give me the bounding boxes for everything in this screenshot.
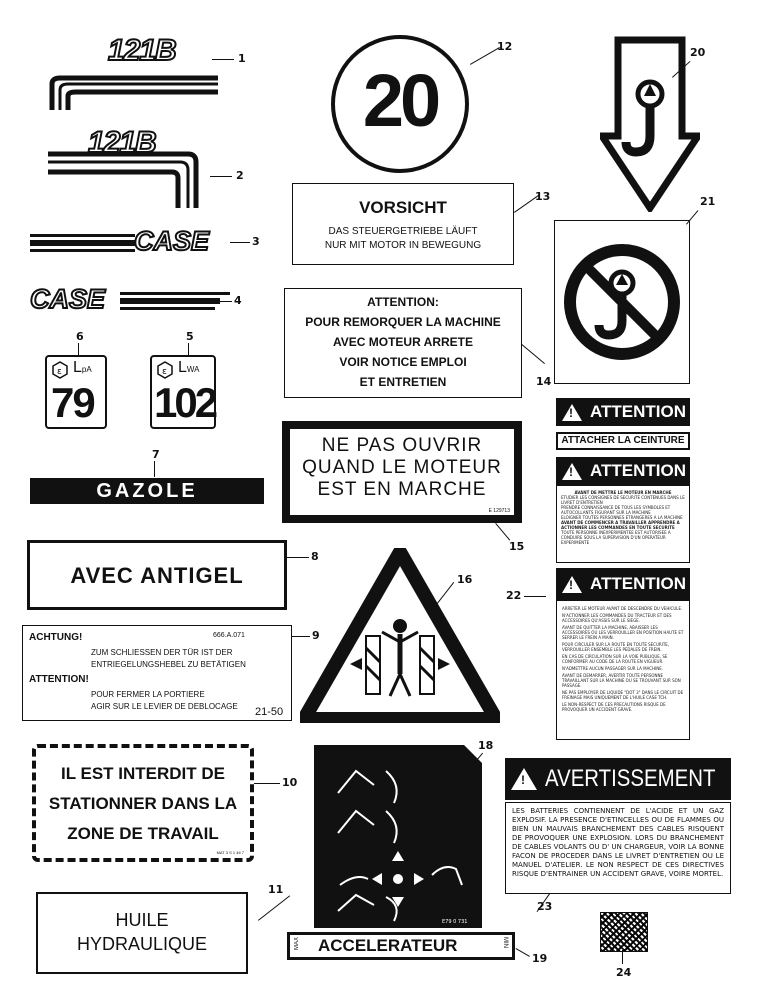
lpa-label: L: [73, 359, 82, 376]
text-line: AVANT DE COMMENCER A TRAVAILLER APPRENDRE A ACTIONNER LES COMMANDES EN TOUTE SECURITE: [561, 520, 680, 530]
lpa-sub: pA: [81, 365, 92, 374]
warning-triangle-icon: !: [562, 404, 582, 421]
text-line: ATTENTION:: [367, 295, 439, 309]
callout-2: 2: [236, 169, 244, 182]
model-label: 121B: [88, 126, 156, 159]
attention-title: ATTENTION: [590, 461, 687, 480]
footer-code: 21-50: [255, 706, 284, 718]
attention-banner-2: [556, 457, 690, 485]
lwa-value: 102: [154, 379, 216, 426]
seatbelt-text: ATTACHER LA CEINTURE: [561, 435, 685, 446]
callout-13: 13: [535, 190, 551, 203]
part-code: E 129713: [488, 508, 510, 514]
callout-11: 11: [268, 883, 284, 896]
no-lift-label: [554, 220, 690, 384]
attention-banner-1: [556, 398, 690, 426]
speed-limit-sign: [330, 34, 470, 174]
lwa-sub: WA: [186, 365, 200, 374]
inner-panel: [290, 935, 512, 957]
controls-icon: [314, 745, 482, 928]
text-line: NE PAS OUVRIR: [321, 435, 483, 456]
callout-9: 9: [312, 629, 320, 642]
lpa-value: 79: [51, 379, 94, 426]
inner-panel: [290, 429, 514, 515]
part-code: 666.A.071: [213, 632, 245, 639]
decal-121b-top: [48, 34, 238, 112]
vorsicht-label: [292, 183, 514, 265]
achtung-text: ACHTUNG!: [29, 632, 83, 643]
model-label: 121B: [108, 34, 176, 67]
accelerateur-text: ACCELERATEUR: [318, 936, 458, 955]
text-line: HYDRAULIQUE: [76, 934, 208, 954]
part-code: MAT 3 S 1 46 7: [216, 850, 244, 855]
avertissement-title: AVERTISSEMENT: [545, 765, 716, 792]
callout-20: 20: [690, 46, 706, 59]
svg-text:ε: ε: [57, 367, 62, 377]
accelerateur-label: [287, 932, 515, 960]
callout-22: 22: [506, 589, 522, 602]
title: VORSICHT: [359, 198, 447, 217]
text-line: TOUTE PERSONNE INEXPERIMENTEE EST AUTORISEE A CONDUIRE SOUS LA SUPERVISION D'UN OPERATEUR EXPERIMENTE: [561, 530, 671, 545]
callout-7: 7: [152, 448, 160, 461]
decal-121b-bottom: [48, 128, 218, 212]
text-line: ARRETER LE MOTEUR AVANT DE DESCENDRE DU VEHICULE.: [562, 606, 683, 611]
max-label: MAX: [294, 937, 300, 951]
callout-1: 1: [238, 52, 246, 65]
battery-warning-text: [505, 802, 731, 894]
text-line: EST EN MARCHE: [317, 479, 487, 500]
attention-text: ATTENTION!: [29, 674, 89, 685]
text-line: AVANT DE QUITTER LA MACHINE, ABAISSER LES ACCESSOIRES OU LES VERROUILLER EN POSITION HAUTE ET SERRER LE FREIN A MAIN.: [562, 625, 684, 640]
callout-8: 8: [311, 550, 319, 563]
text-line: N'ACTIONNER LES COMMANDES DU TRACTEUR ET DES ACCESSOIRES QU'ASSIS SUR LE SIEGE.: [562, 613, 672, 623]
text-line: ETUDIER LES CONSIGNES DE SECURITE CONTENUES DANS LE LIVRET D'ENTRETIEN: [561, 495, 685, 505]
ear-icon: [51, 361, 69, 379]
lwa-label: L: [178, 359, 187, 376]
text-line: ZONE DE TRAVAIL: [67, 824, 219, 843]
text-line: POUR FERMER LA PORTIERE: [91, 690, 205, 699]
callout-4: 4: [234, 294, 242, 307]
attention-title: ATTENTION: [590, 574, 687, 593]
text-line: N'ADMETTRE AUCUN PASSAGER SUR LA MACHINE.: [562, 666, 664, 671]
text-line: AVANT DE METTRE LE MOTEUR EN MARCHE: [574, 490, 672, 495]
callout-19: 19: [532, 952, 548, 965]
callout-16: 16: [457, 573, 473, 586]
callout-3: 3: [252, 235, 260, 248]
text-line: AVEC MOTEUR ARRETE: [332, 335, 473, 349]
attention-text-block-3: [556, 600, 690, 740]
text-line: PRENDRE CONNAISSANCE DE TOUS LES SYMBOLES ET AUTOCOLLANTS FIGURANT SUR LA MACHINE: [561, 505, 671, 515]
antigel-label: [27, 540, 287, 610]
callout-24: 24: [616, 966, 632, 979]
avertissement-banner: [505, 758, 731, 800]
battery-warning-body: LES BATTERIES CONTIENNENT DE L'ACIDE ET UN GAZ EXPLOSIF. LA PRESENCE D'ETINCELLES OU DE FLAMMES OU BIEN UN MAUVAIS BRANCHEMENT DES CABLES RISQUENT DE PROVOQUER UNE EXPLOSION. LORS DU BRANCHEMENT DE CABLES VOLANTS OU D' UN CHARGEUR, VOIR LA BONNE FACON DE PROCEDER DANS LE LIVRET D'ENTRETIEN OU LE MANUEL D'ATELIER. LE NON RESPECT DE CES DIRECTIVES RISQUE D'ENTRAINER UN ACCIDENT GRAVE, VOIRE MORTEL.: [512, 807, 724, 878]
callout-14: 14: [536, 375, 552, 388]
text-line: POUR CIRCULER SUR LA ROUTE EN TOUTE SECURITE, VERROUILLER ENSEMBLE LES PEDALES DE FREIN.: [562, 642, 670, 652]
remorquer-label: [284, 288, 522, 398]
attention-text-block-2: [556, 485, 690, 563]
callout-6: 6: [76, 330, 84, 343]
callout-18: 18: [478, 739, 494, 752]
text-line: DAS STEUERGETRIEBE LÄUFT: [328, 226, 478, 237]
text-line: IL EST INTERDIT DE: [60, 764, 226, 783]
text-line: NUR MIT MOTOR IN BEWEGUNG: [324, 240, 482, 251]
text-line: STATIONNER DANS LA: [48, 794, 238, 813]
text-line: ET ENTRETIEN: [359, 375, 447, 389]
speed-value: 20: [362, 59, 438, 142]
callout-23: 23: [537, 900, 553, 913]
interdit-label: [32, 744, 254, 862]
text-line: AGIR SUR LE LEVIER DE DEBLOCAGE: [91, 702, 238, 711]
lift-point-arrow: [600, 36, 700, 212]
text-line: EN CAS DE CIRCULATION SUR LA VOIE PUBLIQUE, SE CONFORMER AU CODE DE LA ROUTE EN VIGUEUR.: [562, 654, 668, 664]
text-line: ELOIGNER TOUTES PERSONNES ETRANGERES A LA MACHINE: [561, 515, 683, 520]
brand-label: CASE: [134, 226, 210, 256]
text-line: NE PAS EMPLOYER DE LIQUIDE "DOT 3" DANS LE CIRCUIT DE FREINAGE MAIS UNIQUEMENT DE L'HUILE CASE TCH.: [562, 690, 684, 700]
part-code: E79 0 731: [442, 919, 468, 925]
decal-case-3: [30, 228, 230, 258]
gazole-label: GAZOLE: [30, 478, 264, 504]
warning-triangle-icon: !: [511, 768, 537, 790]
warning-triangle-icon: !: [562, 463, 582, 480]
ne-pas-ouvrir-label: [282, 421, 522, 523]
patterned-decal: [600, 912, 648, 952]
no-lift-hook-icon: [561, 241, 683, 363]
brand-label: CASE: [30, 284, 106, 314]
callout-15: 15: [509, 540, 525, 553]
min-label: MIN: [502, 937, 508, 948]
text-line: VOIR NOTICE EMPLOI: [339, 355, 467, 369]
hook-down-arrow-icon: [600, 36, 700, 212]
svg-text:ε: ε: [162, 367, 167, 377]
text-line: ENTRIEGELUNGSHEBEL ZU BETÄTIGEN: [91, 660, 246, 669]
text-line: AVANT DE DEMARRER, AVERTIR TOUTE PERSONNE TRAVAILLANT SUR LA MACHINE OU SE TROUVANT SUR SON PASSAGE.: [562, 673, 681, 688]
callout-10: 10: [282, 776, 298, 789]
ear-icon: [156, 361, 174, 379]
callout-5: 5: [186, 330, 194, 343]
text-line: LE NON-RESPECT DE CES PRECAUTIONS RISQUE DE PROVOQUER UN ACCIDENT GRAVE.: [562, 702, 666, 712]
text-line: ZUM SCHLIESSEN DER TÜR IST DER: [91, 648, 233, 657]
decal-case-4: [30, 286, 240, 316]
callout-12: 12: [497, 40, 513, 53]
door-label: [22, 625, 292, 721]
noise-label-lwa: [150, 355, 216, 429]
seatbelt-label: [556, 432, 690, 450]
attention-banner-3: [556, 568, 690, 600]
text-line: QUAND LE MOTEUR: [302, 457, 502, 478]
control-pictogram: [314, 745, 482, 928]
text-line: HUILE: [115, 910, 169, 930]
noise-label-lpa: [45, 355, 107, 429]
warning-triangle-icon: !: [562, 576, 582, 593]
callout-21: 21: [700, 195, 716, 208]
attention-title: ATTENTION: [590, 402, 687, 421]
text-line: POUR REMORQUER LA MACHINE: [305, 315, 501, 329]
antigel-text: AVEC ANTIGEL: [70, 563, 244, 588]
huile-label: [36, 892, 248, 974]
